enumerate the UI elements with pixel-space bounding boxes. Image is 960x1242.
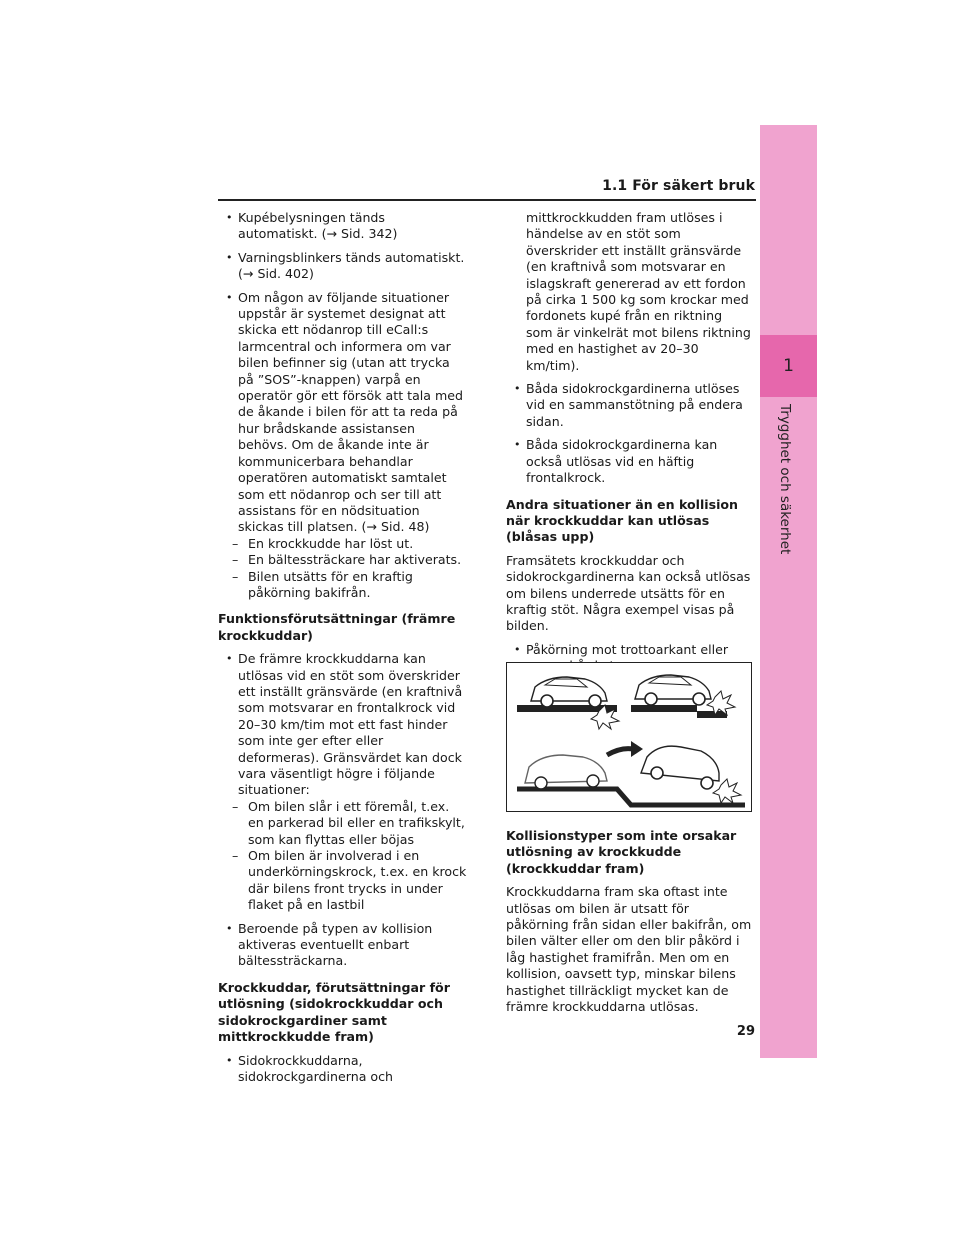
section-header: 1.1 För säkert bruk (602, 178, 755, 194)
chapter-title: Trygghet och säkerhet (777, 404, 793, 555)
collision-illustration (506, 662, 752, 812)
chapter-side-tab (760, 125, 817, 1058)
sub-item-text: Bilen utsätts för en kraftig påkörning bakifrån. (248, 568, 413, 600)
bullet-item: • Båda sidokrockgardinerna kan också utlösas vid en häftig frontalkrock. (506, 437, 752, 486)
cars-illustration-svg (507, 663, 751, 811)
sub-item: – En krockkudde har löst ut. (232, 535, 414, 551)
sub-item-text: En krockkudde har löst ut. (248, 535, 414, 551)
sub-item: – Om bilen slår i ett föremål, t.ex. en parkerad bil eller en trafikskylt, som kan flyttas eller böjas (232, 798, 465, 847)
sub-item-text: Om bilen slår i ett föremål, t.ex. en parkerad bil eller en trafikskylt, som kan flyttas eller böjas (248, 798, 465, 847)
bullet-item: • Varningsblinkers tänds automatiskt. (→ Sid. 402) (218, 250, 468, 283)
sub-item-text: Om bilen är involverad i en underkörningskrock, t.ex. en krock där bilens front trycks in under flaket på en lastbil (248, 848, 467, 913)
bullet-item: • Beroende på typen av kollision aktiveras eventuellt enbart bältessträckarna. (218, 921, 468, 970)
section-heading: Kollisionstyper som inte orsakar utlösning av krockkudde (krockkuddar fram) (506, 828, 737, 876)
chapter-number: 1 (760, 335, 817, 397)
car-obstacle-illustration (631, 675, 735, 718)
bullet-item: • Om någon av följande situationer uppstår är systemet designat att skicka ett nödanrop till eCall:s larmcentral och informera om var bilen befinner sig (utan att trycka på ”SOS”-knappen) varpå en operatör gör ett försök att tala med de åkande i bilen för att ta reda på hur brådskande assistansen behövs. Om de åkande inte är kommunicerbara behandlar operatören automatiskt samtalet som ett nödanrop och ser till att assistans för en nödsituation skickas till platsen. (→ Sid. 48) (218, 290, 468, 536)
paragraph: Framsätets krockkuddar och sidokrockgardinerna kan också utlösas om bilens underrede utsätts för en kraftig stöt. Några exempel visas på bilden. (506, 552, 751, 634)
sub-item-text: En bältessträckare har aktiverats. (248, 552, 462, 568)
car-curb-illustration (517, 677, 619, 729)
bullet-item: • De främre krockkuddarna kan utlösas vid en stöt som överskrider ett inställt gränsvärde (en kraftnivå som motsvarar en frontalkrock vid 20–30 km/tim mot ett fast hinder som inte ger efter eller deformeras). Gränsvärdet kan dock vara väsentligt högre i följande situationer: (218, 651, 468, 799)
sub-item: – Om bilen är involverad i en underkörningskrock, t.ex. en krock där bilens front trycks in under flaket på en lastbil (232, 848, 467, 913)
section-heading: Krockkuddar, förutsättningar för utlösning (sidokrockkuddar och sidokrockgardiner samt mittkrockkudde fram) (218, 979, 450, 1045)
page-number: 29 (736, 1024, 755, 1039)
bullet-item: • Sidokrockkuddarna, sidokrockgardinerna och (218, 1053, 468, 1086)
car-drop-illustration (517, 741, 745, 805)
paragraph: Krockkuddarna fram ska oftast inte utlösas om bilen är utsatt för påkörning från sidan eller bakifrån, om bilen välter eller om den blir påkörd i låg hastighet framifrån. Men om en kollision, oavsett typ, minskar bilens hastighet tillräckligt mycket kan de främre krockkuddarna utlösas. (506, 884, 752, 1015)
header-rule (218, 199, 756, 201)
continued-text: mittkrockkudden fram utlöses i händelse av en stöt som överskrider ett inställt gränsvärde (en kraftnivå som motsvarar en islagskraft genererad av ett fordon på cirka 1 500 kg som krockar med fordonets kupé från en riktning som är vinkelrät mot bilens riktning med en hastighet av 20–30 km/tim). (526, 210, 751, 373)
right-column-lower (506, 828, 752, 1022)
bullet-item: • Påkörning mot trottoarkant eller (506, 642, 752, 675)
bullet-item: • Båda sidokrockgardinerna utlöses vid en sammanstötning på endera sidan. (506, 381, 752, 430)
bullet-item: • Kupébelysningen tänds automatiskt. (→ Sid. 342) (218, 210, 468, 243)
sub-item: – Bilen utsätts för en kraftig påkörning bakifrån. (232, 568, 413, 600)
section-heading: Funktionsförutsättningar (främre krockkuddar) (218, 611, 456, 643)
sub-item: – En bältessträckare har aktiverats. (232, 552, 462, 568)
section-heading: Andra situationer än en kollision när krockkuddar kan utlösas (blåsas upp) (506, 496, 739, 545)
left-column (218, 210, 468, 1092)
chapter-title-vertical (768, 404, 808, 554)
